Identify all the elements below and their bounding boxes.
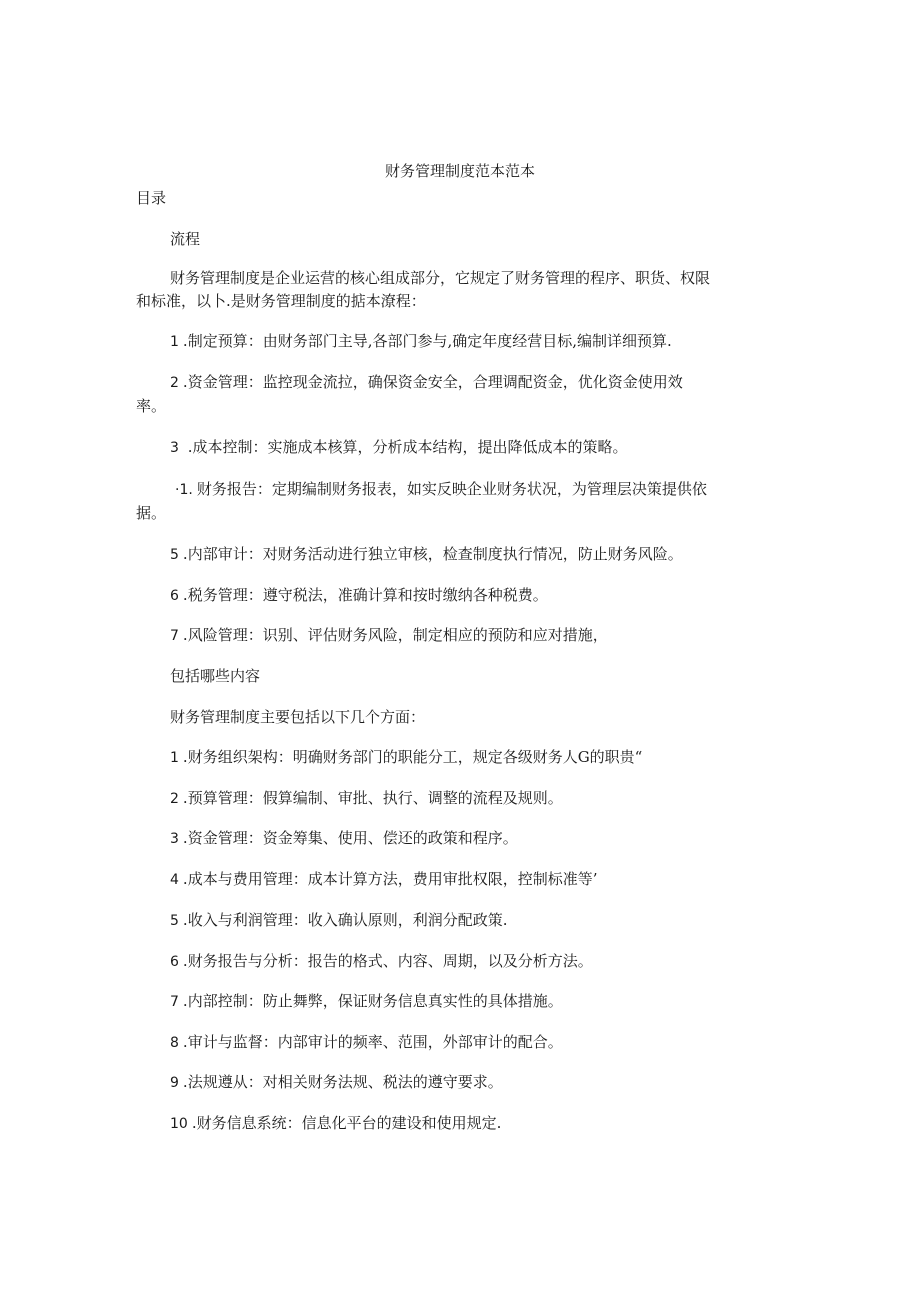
- list-item-number: 1: [170, 334, 179, 350]
- list-item: [170, 990, 920, 1013]
- document-title: 财务管理制度范本范本: [384, 162, 535, 180]
- list-item-text: .内部审计：对财务活动进行独立审核，检查制度执行情况，防止财务风险。: [182, 545, 683, 563]
- list-item-number: 2: [170, 791, 179, 807]
- toc-label: 目录: [136, 189, 167, 207]
- section-heading-process: 流程: [170, 230, 201, 248]
- list-item-continuation: 据。: [136, 504, 167, 522]
- list-item-text: .法规遵从：对相关财务法规、税法的遵守要求。: [182, 1073, 503, 1091]
- list-item-text: .财务信息系统：信息化平台的建设和使用规定.: [191, 1114, 502, 1132]
- list-item-text: .税务管理：遵守税法，准确计算和按时缴纳各种税费。: [182, 586, 548, 604]
- list-item: [170, 371, 920, 394]
- list-item-number: 8: [170, 1035, 179, 1051]
- list-item: [170, 1071, 920, 1094]
- list-item: [170, 330, 920, 353]
- list-item: [170, 624, 920, 647]
- list-item-text: .制定预算：由财务部门主导,各部门参与,确定年度经营目标,编制详细预算.: [182, 332, 672, 350]
- list-item: [170, 787, 920, 810]
- list-item-text: .财务组织架构：明确财务部门的职能分工，规定各级财务人G的职贵“: [182, 748, 643, 766]
- list-item-text: .收入与利润管理：收入确认原则，利润分配政策.: [182, 911, 508, 929]
- list-item-number: 1: [170, 750, 179, 766]
- list-item-number: 6: [170, 588, 179, 604]
- list-item-number: 10: [170, 1116, 188, 1132]
- list-item-text: .成本与费用管理：成本计算方法，费用审批权限，控制标准等’: [182, 870, 598, 888]
- list-item-number: 7: [170, 994, 179, 1010]
- list-item-text: .预算管理：假算编制、审批、执行、调整的流程及规则。: [182, 789, 563, 807]
- list-item: [170, 543, 920, 566]
- list-item: [170, 584, 920, 607]
- list-item-number: 4: [170, 872, 179, 888]
- list-item-number: 2: [170, 375, 179, 391]
- list-item: [170, 950, 920, 973]
- list-item-text: .资金管理：监控现金流拉，确保资金安全，合理调配资金，优化资金使用效: [182, 373, 683, 391]
- section-heading-contents: 包括哪些内容: [170, 667, 261, 685]
- list-item: [170, 827, 920, 850]
- list-item-number: 5: [170, 913, 179, 929]
- list-item-number: ·1.: [175, 482, 193, 498]
- list-item-text: .成本控制：实施成本核算，分析成本结构，提出降低成本的策略。: [182, 438, 628, 456]
- list-item-text: .审计与监督：内部审计的频率、范围，外部审计的配合。: [182, 1033, 563, 1051]
- list-item-number: 3: [170, 831, 179, 847]
- list-item-text: .风险管理：识别、评估财务风险，制定相应的预防和应对措施，: [182, 626, 608, 644]
- list-item-text: .内部控制：防止舞弊，保证财务信息真实性的具体措施。: [182, 992, 563, 1010]
- section-intro: 财务管理制度主要包括以下几个方面：: [170, 708, 426, 726]
- list-item: [170, 909, 920, 932]
- list-item-number: 5: [170, 547, 179, 563]
- list-item-text: 财务报告：定期编制财务报表，如实反映企业财务状况，为管理层决策提供依: [196, 480, 707, 498]
- list-item: [175, 478, 920, 501]
- list-item-number: 6: [170, 954, 179, 970]
- list-item-number: 3: [170, 440, 179, 456]
- list-item-number: 7: [170, 628, 179, 644]
- list-item: [170, 1112, 920, 1135]
- intro-paragraph-line-2: 和标准，以卜.是财务管理制度的掂本潦程：: [136, 292, 426, 310]
- intro-paragraph-line-1: 财务管理制度是企业运营的核心组成部分，它规定了财务管理的程序、职货、权限: [170, 269, 711, 287]
- list-item-text: .资金管理：资金筹集、使用、偿还的政策和程序。: [182, 829, 518, 847]
- list-item: [170, 436, 920, 459]
- list-item-continuation: 率。: [136, 397, 167, 415]
- list-item-text: .财务报告与分析：报告的格式、内容、周期，以及分析方法。: [182, 952, 593, 970]
- list-item-number: 9: [170, 1075, 179, 1091]
- list-item: [170, 868, 920, 891]
- list-item: [170, 746, 920, 769]
- list-item: [170, 1031, 920, 1054]
